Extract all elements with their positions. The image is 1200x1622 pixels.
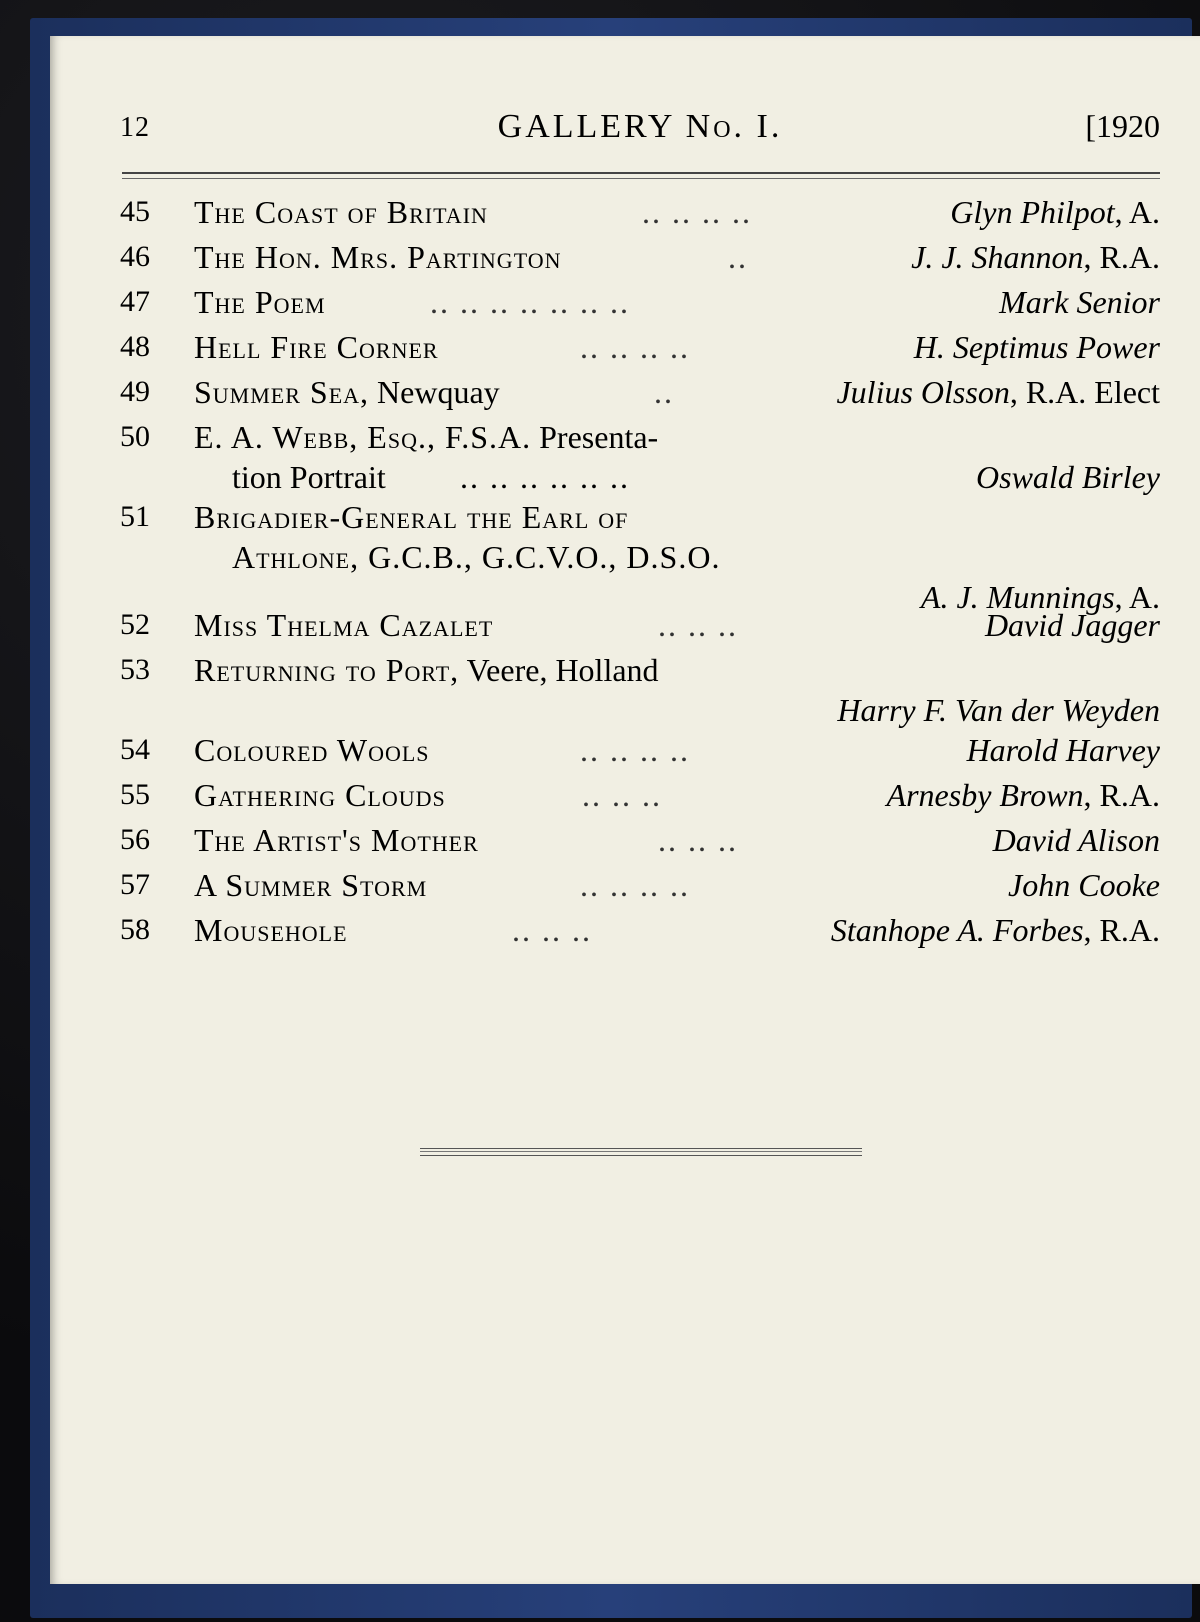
entry-artist: Arnesby Brown, R.A. [886,777,1160,813]
entry-title: Miss Thelma Cazalet [194,607,494,643]
header-rule [122,172,1160,179]
entry-number: 45 [120,195,150,228]
entry-number: 55 [120,778,150,811]
leader-dots: .. [654,374,674,410]
entry-number: 57 [120,868,150,901]
entry-number: 51 [120,500,150,533]
entry-artist: Harold Harvey [966,732,1160,768]
entry-artist: Glyn Philpot, A. [950,194,1160,230]
catalogue-entry-50 [120,417,1160,497]
entry-number: 49 [120,375,150,408]
leader-dots: .. .. .. .. [580,732,690,768]
catalogue-entry-51 [120,497,1160,617]
entry-artist: John Cooke [1008,867,1160,903]
catalogue-entry-57 [120,865,1160,905]
page-number: 12 [120,112,150,143]
catalogue-entry-48 [120,327,1160,367]
leader-dots: .. .. .. [582,777,662,813]
catalogue-entry-49 [120,372,1160,412]
entry-number: 56 [120,823,150,856]
catalogue-entry-45 [120,192,1160,232]
catalogue-entry-46 [120,237,1160,277]
entry-artist: J. J. Shannon, R.A. [911,239,1160,275]
entry-artist: Oswald Birley [976,459,1160,495]
entry-artist: Mark Senior [999,284,1160,320]
entry-artist: Stanhope A. Forbes, R.A. [830,912,1160,948]
entry-number: 53 [120,653,150,686]
entry-artist: A. J. Munnings, A. [920,579,1160,615]
entry-number: 54 [120,733,150,766]
page-year: [1920 [1085,108,1160,144]
entry-artist: David Alison [992,822,1160,858]
entry-number: 46 [120,240,150,273]
leader-dots: .. [728,239,748,275]
entry-artist: H. Septimus Power [913,329,1160,365]
page-title: GALLERY No. I. [497,108,783,145]
leader-dots: .. .. .. .. .. .. [460,459,630,495]
entry-artist: David Jagger [984,607,1160,643]
entry-number: 58 [120,913,150,946]
entry-title: The Artist's Mother [194,822,479,858]
leader-dots: .. .. .. .. [580,867,690,903]
entry-title: E. A. Webb, Esq., F.S.A. Presenta- [194,419,659,455]
entry-number: 48 [120,330,150,363]
catalogue-entry-56 [120,820,1160,860]
entry-title-continued: tion Portrait [232,459,386,495]
entry-title: Gathering Clouds [194,777,446,813]
entry-title: The Coast of Britain [194,194,488,230]
entry-number: 52 [120,608,150,641]
entry-title: Hell Fire Corner [194,329,439,365]
leader-dots: .. .. .. [512,912,592,948]
entry-title: The Hon. Mrs. Partington [194,239,562,275]
entry-title: Summer Sea, Newquay [194,374,500,410]
entry-title: Coloured Wools [194,732,430,768]
catalogue-entry-53 [120,650,1160,730]
entry-title: Mousehole [194,912,348,948]
entry-title: Returning to Port, Veere, Holland [194,652,659,688]
entry-number: 50 [120,420,150,453]
entry-title-continued: Athlone, G.C.B., G.C.V.O., D.S.O. [232,539,721,575]
catalogue-entry-52 [120,605,1160,645]
entry-title: A Summer Storm [194,867,428,903]
leader-dots: .. .. .. .. [642,194,752,230]
catalogue-entry-47 [120,282,1160,322]
catalogue-entry-58 [120,910,1160,950]
catalogue-entry-55 [120,775,1160,815]
leader-dots: .. .. .. .. .. .. .. [430,284,630,320]
leader-dots: .. .. .. .. [580,329,690,365]
entry-artist: Julius Olsson, R.A. Elect [836,374,1160,410]
entry-title: Brigadier-General the Earl of [194,499,629,535]
leader-dots: .. .. .. [658,607,738,643]
closing-rule [420,1148,862,1156]
catalogue-entry-54 [120,730,1160,770]
page-header [120,108,1160,152]
leader-dots: .. .. .. [658,822,738,858]
entry-title: The Poem [194,284,326,320]
entry-number: 47 [120,285,150,318]
entry-artist: Harry F. Van der Weyden [837,692,1160,728]
